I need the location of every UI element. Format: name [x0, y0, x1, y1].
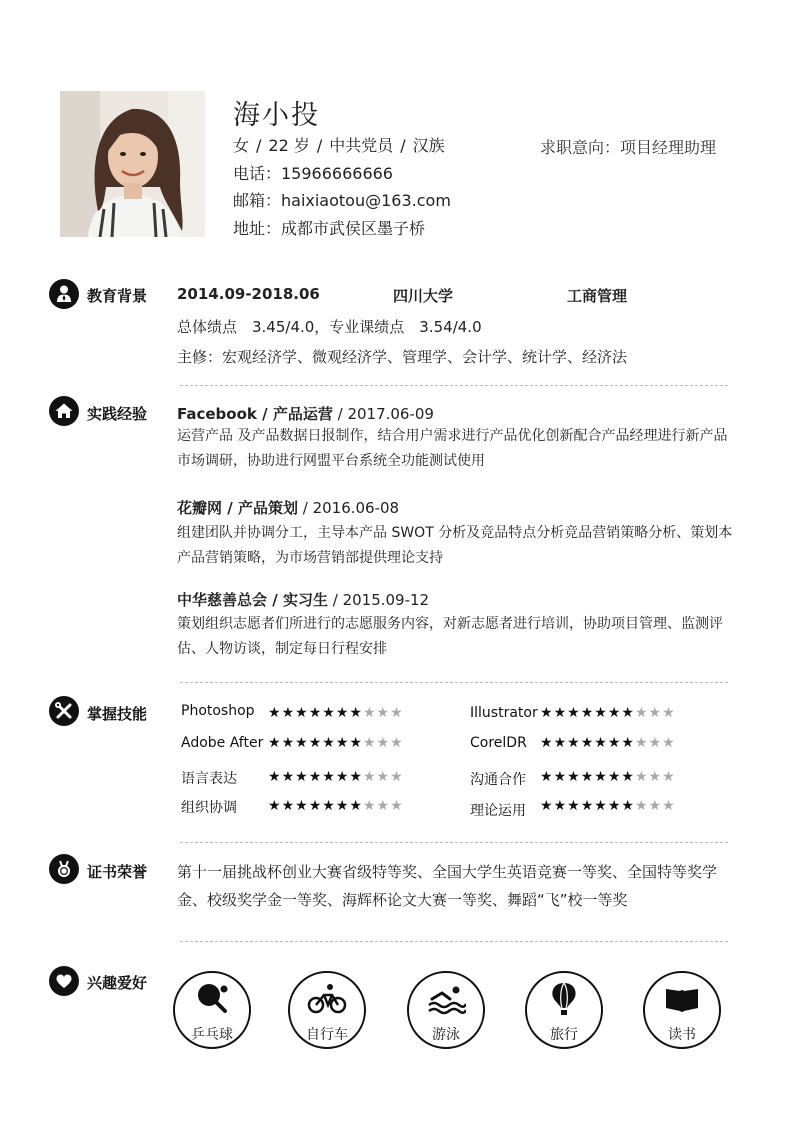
- skill-name: 组织协调: [181, 800, 237, 816]
- experience-heading: 花瓣网 / 产品策划 / 2016.06-08: [177, 499, 400, 517]
- hobby-label: 乒乓球: [191, 1027, 233, 1043]
- hobby-ping-pong: [173, 971, 251, 1049]
- star-filled-icon: ★: [567, 735, 581, 751]
- profile-basic-info: 女 / 22 岁 / 中共党员 / 汉族: [233, 136, 445, 155]
- experience-role: 产品运营: [272, 405, 333, 423]
- star-empty-icon: ★: [648, 705, 663, 721]
- star-filled-icon: ★: [322, 735, 336, 751]
- star-filled-icon: ★: [594, 769, 608, 785]
- graduate-icon: [49, 279, 79, 309]
- profile-name: 海小投: [233, 100, 320, 131]
- education-period: 2014.09-2018.06: [177, 285, 320, 303]
- star-filled-icon: ★: [281, 798, 296, 814]
- divider: [180, 682, 728, 683]
- divider: [180, 941, 728, 942]
- star-empty-icon: ★: [376, 798, 391, 814]
- skill-rating: [540, 769, 676, 785]
- job-intent: 求职意向：项目经理助理: [540, 138, 717, 157]
- skill-name: Photoshop: [181, 703, 255, 719]
- star-filled-icon: ★: [607, 735, 622, 751]
- experience-desc: 策划组织志愿者们所进行的志愿服务内容，对新志愿者进行培训，协助项目管理、监测评估、人物访谈，制定每日行程安排: [177, 616, 723, 657]
- star-filled-icon: ★: [621, 705, 635, 721]
- star-empty-icon: ★: [390, 735, 404, 751]
- hobby-label: 游泳: [432, 1027, 460, 1043]
- honors-text: 第十一届挑战杯创业大赛省级特等奖、全国大学生英语竞赛一等奖、全国特等奖学金、校级奖学金一等奖、海辉杯论文大赛一等奖、舞蹈“飞”校一等奖: [177, 863, 718, 909]
- experience-desc: 组建团队并协调分工，主导本产品 SWOT 分析及竞品特点分析竞品营销策略分析、策划本产品营销策略，为市场营销部提供理论支持: [177, 525, 733, 566]
- education-gpa: 总体绩点 3.45/4.0，专业课绩点 3.54/4.0: [177, 318, 482, 336]
- skill-name: 语言表达: [181, 771, 237, 787]
- hobby-travel: [525, 971, 603, 1049]
- star-empty-icon: ★: [390, 798, 404, 814]
- star-empty-icon: ★: [634, 735, 649, 751]
- star-filled-icon: ★: [607, 798, 622, 814]
- home-icon: [49, 396, 79, 426]
- hot-air-balloon-icon: [544, 981, 584, 1017]
- star-filled-icon: ★: [268, 735, 282, 751]
- star-filled-icon: ★: [553, 705, 568, 721]
- star-filled-icon: ★: [553, 769, 568, 785]
- skill-rating: [268, 769, 404, 785]
- skill-name: CorelDR: [470, 735, 527, 751]
- star-filled-icon: ★: [322, 705, 336, 721]
- star-empty-icon: ★: [376, 705, 391, 721]
- hobbies-title: 兴趣爱好: [87, 974, 148, 992]
- star-filled-icon: ★: [349, 798, 363, 814]
- experience-date: 2016.06-08: [312, 499, 400, 517]
- star-filled-icon: ★: [607, 705, 622, 721]
- star-empty-icon: ★: [362, 769, 377, 785]
- star-empty-icon: ★: [376, 735, 391, 751]
- swimming-icon: [426, 981, 466, 1017]
- star-empty-icon: ★: [648, 735, 663, 751]
- hobby-reading: [643, 971, 721, 1049]
- education-school: 四川大学: [393, 287, 454, 305]
- ping-pong-icon: [192, 981, 232, 1017]
- star-filled-icon: ★: [268, 798, 282, 814]
- star-filled-icon: ★: [594, 705, 608, 721]
- phone: 电话：15966666666: [233, 164, 393, 183]
- star-filled-icon: ★: [349, 769, 363, 785]
- star-filled-icon: ★: [281, 705, 296, 721]
- star-empty-icon: ★: [390, 705, 404, 721]
- hobby-bicycle: [288, 971, 366, 1049]
- star-filled-icon: ★: [607, 769, 622, 785]
- star-filled-icon: ★: [580, 769, 595, 785]
- experience-heading: Facebook / 产品运营 / 2017.06-09: [177, 405, 434, 423]
- star-filled-icon: ★: [580, 735, 595, 751]
- star-filled-icon: ★: [594, 735, 608, 751]
- ethnicity: 汉族: [412, 136, 445, 155]
- star-filled-icon: ★: [308, 769, 323, 785]
- skill-rating: [268, 735, 404, 751]
- star-filled-icon: ★: [335, 769, 350, 785]
- skill-rating: [540, 705, 676, 721]
- experience-desc: 运营产品 及产品数据日报制作，结合用户需求进行产品优化创新配合产品经理进行新产品市场调研，协助进行网盟平台系统全功能测试使用: [177, 428, 728, 469]
- star-filled-icon: ★: [540, 735, 554, 751]
- star-filled-icon: ★: [335, 798, 350, 814]
- star-filled-icon: ★: [281, 769, 296, 785]
- star-filled-icon: ★: [322, 769, 336, 785]
- star-filled-icon: ★: [621, 735, 635, 751]
- star-filled-icon: ★: [621, 798, 635, 814]
- tools-icon: [49, 696, 79, 726]
- star-filled-icon: ★: [335, 735, 350, 751]
- book-icon: [662, 981, 702, 1017]
- star-empty-icon: ★: [662, 769, 676, 785]
- star-filled-icon: ★: [349, 705, 363, 721]
- experience-org: 中华慈善总会: [177, 591, 268, 609]
- skill-name: 理论运用: [470, 803, 526, 819]
- skill-name: Adobe After: [181, 735, 264, 751]
- star-empty-icon: ★: [376, 769, 391, 785]
- hobby-label: 读书: [668, 1027, 696, 1043]
- age: 22 岁: [268, 136, 310, 155]
- medal-icon: [49, 854, 79, 884]
- star-filled-icon: ★: [580, 705, 595, 721]
- divider: [180, 842, 728, 843]
- education-courses: 主修：宏观经济学、微观经济学、管理学、会计学、统计学、经济法: [177, 348, 628, 366]
- experience-org: Facebook: [177, 405, 257, 423]
- star-filled-icon: ★: [553, 798, 568, 814]
- star-empty-icon: ★: [662, 735, 676, 751]
- experience-role: 产品策划: [237, 499, 298, 517]
- star-filled-icon: ★: [540, 705, 554, 721]
- gender: 女: [233, 136, 250, 155]
- hobby-swimming: [407, 971, 485, 1049]
- profile-photo: [60, 91, 205, 237]
- skill-name: Illustrator: [470, 705, 538, 721]
- experience-title: 实践经验: [87, 405, 148, 423]
- star-filled-icon: ★: [308, 735, 323, 751]
- star-filled-icon: ★: [295, 769, 309, 785]
- experience-role: 实习生: [282, 591, 328, 609]
- star-filled-icon: ★: [322, 798, 336, 814]
- star-filled-icon: ★: [553, 735, 568, 751]
- star-filled-icon: ★: [308, 705, 323, 721]
- star-filled-icon: ★: [540, 769, 554, 785]
- star-empty-icon: ★: [648, 769, 663, 785]
- star-empty-icon: ★: [634, 798, 649, 814]
- star-filled-icon: ★: [335, 705, 350, 721]
- star-empty-icon: ★: [648, 798, 663, 814]
- political-status: 中共党员: [329, 136, 394, 155]
- star-filled-icon: ★: [580, 798, 595, 814]
- star-filled-icon: ★: [621, 769, 635, 785]
- honors-title: 证书荣誉: [87, 863, 148, 881]
- bicycle-icon: [307, 981, 347, 1017]
- experience-date: 2017.06-09: [347, 405, 434, 423]
- skill-rating: [540, 798, 676, 814]
- skills-title: 掌握技能: [87, 705, 148, 723]
- divider: [180, 385, 728, 386]
- heart-icon: [49, 966, 79, 996]
- star-empty-icon: ★: [390, 769, 404, 785]
- experience-org: 花瓣网: [177, 499, 223, 517]
- star-filled-icon: ★: [567, 769, 581, 785]
- skill-name: 沟通合作: [470, 772, 526, 788]
- star-empty-icon: ★: [662, 705, 676, 721]
- address: 地址：成都市武侯区墨子桥: [233, 219, 426, 238]
- star-filled-icon: ★: [281, 735, 296, 751]
- star-empty-icon: ★: [634, 705, 649, 721]
- star-filled-icon: ★: [295, 705, 309, 721]
- experience-heading: 中华慈善总会 / 实习生 / 2015.09-12: [177, 591, 430, 609]
- star-filled-icon: ★: [295, 735, 309, 751]
- star-filled-icon: ★: [295, 798, 309, 814]
- skill-rating: [268, 798, 404, 814]
- star-filled-icon: ★: [268, 705, 282, 721]
- hobby-label: 自行车: [306, 1027, 348, 1043]
- star-empty-icon: ★: [362, 735, 377, 751]
- star-filled-icon: ★: [567, 705, 581, 721]
- hobby-label: 旅行: [550, 1027, 578, 1043]
- education-title: 教育背景: [87, 287, 148, 305]
- star-filled-icon: ★: [540, 798, 554, 814]
- education-major: 工商管理: [567, 287, 628, 305]
- star-filled-icon: ★: [594, 798, 608, 814]
- skill-rating: [268, 705, 404, 721]
- star-filled-icon: ★: [349, 735, 363, 751]
- email: 邮箱：haixiaotou@163.com: [233, 191, 451, 210]
- star-filled-icon: ★: [308, 798, 323, 814]
- star-filled-icon: ★: [567, 798, 581, 814]
- star-empty-icon: ★: [362, 798, 377, 814]
- star-empty-icon: ★: [634, 769, 649, 785]
- star-empty-icon: ★: [362, 705, 377, 721]
- experience-date: 2015.09-12: [342, 591, 430, 609]
- star-empty-icon: ★: [662, 798, 676, 814]
- star-filled-icon: ★: [268, 769, 282, 785]
- skill-rating: [540, 735, 676, 751]
